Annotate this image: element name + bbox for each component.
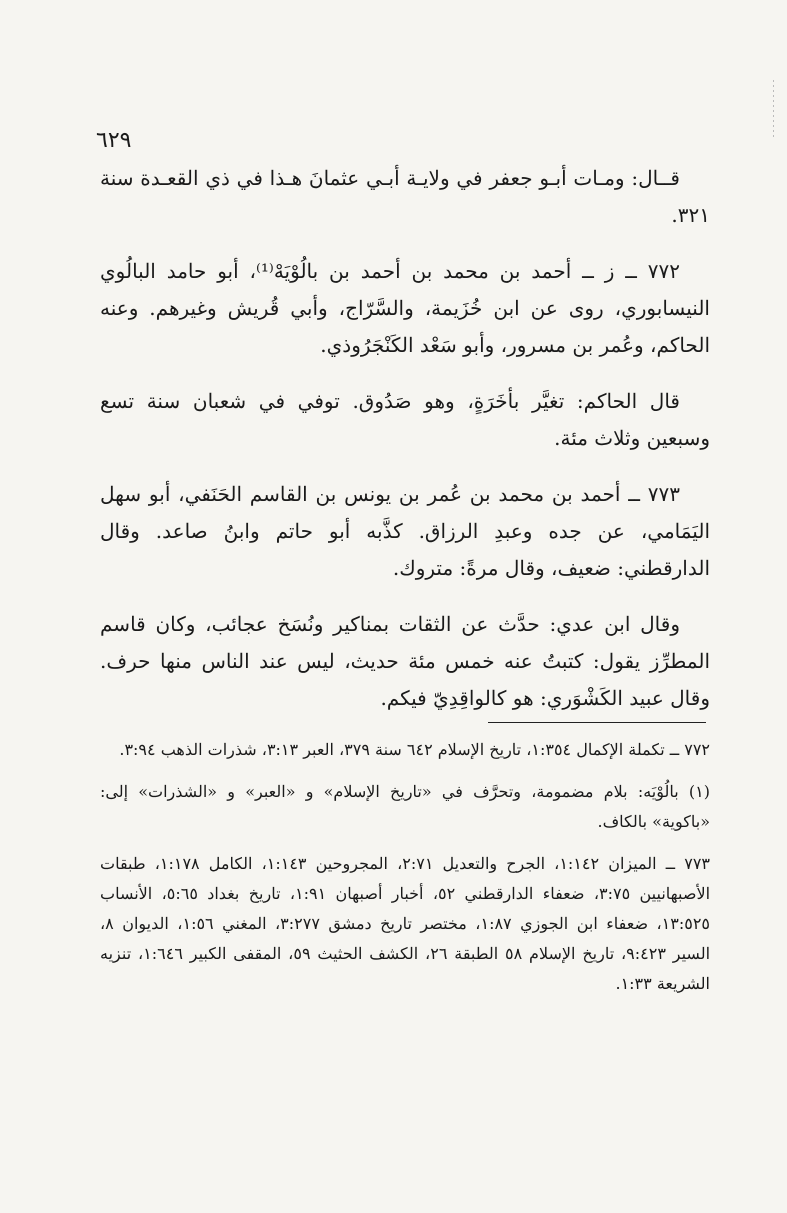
page-edge-mark bbox=[773, 80, 774, 140]
entry-773-remark: وقال ابن عدي: حدَّث عن الثقات بمناكير ونُسَخ عجائب، وكان قاسم المطرِّز يقول: كتبتُ عنه خمس مئة حديث، ليس عند الناس منها حرف. وقال عبيد الكَشْوَري: هو كالواقِدِيّ فيكم. bbox=[100, 612, 710, 710]
entry-772: ٧٧٢ ــ ز ــ أحمد بن محمد بن أحمد بن بالُوْيَهْ⁽¹⁾، أبو حامد البالُوي النيسابوري، روى عن ابن خُزَيمة، والسَّرّاج، وأبي قُريش وغيرهم. وعنه الحاكم، وعُمر بن مسرور، وأبو سَعْد الكَنْجَرُوذي. bbox=[100, 259, 710, 357]
entry-773: ٧٧٣ ــ أحمد بن محمد بن عُمر بن يونس بن القاسم الحَنَفي، أبو سهل اليَمَامي، عن جده وعبدِ الرزاق. كذَّبه أبو حاتم وابنُ صاعد. وقال الدارقطني: ضعيف، وقال مرةً: متروك. bbox=[100, 482, 710, 580]
main-text bbox=[100, 160, 710, 736]
footnote-772-sources: ٧٧٢ ــ تكملة الإكمال ١:٣٥٤، تاريخ الإسلام ٦٤٢ سنة ٣٧٩، العبر ٣:١٣، شذرات الذهب ٣:٩٤. bbox=[119, 740, 710, 759]
paragraph-closing-note: قــال: ومـات أبـو جعفر في ولايـة أبـي عثمانَ هـذا في ذي القعـدة سنة ٣٢١. bbox=[100, 166, 710, 227]
footnote-773-sources: ٧٧٣ ــ الميزان ١:١٤٢، الجرح والتعديل ٢:٧١، المجروحين ١:١٤٣، الكامل ١:١٧٨، طبقات الأصبهانيين ٣:٧٥، ضعفاء الدارقطني ٥٢، أخبار أصبهان ١:٩١، تاريخ بغداد ٥:٦٥، الأنساب ١٣:٥٢٥، ضعفاء ابن الجوزي ١:٨٧، مختصر تاريخ دمشق ٣:٢٧٧، المغني ١:٥٦، الديوان ٨، السير ٩:٤٢٣، تاريخ الإسلام ٥٨ الطبقة ٢٦، الكشف الحثيث ٥٩، المقفى الكبير ١:٦٤٦، تنزيه الشريعة ١:٣٣. bbox=[100, 854, 711, 993]
footnote-1: (١) بالُوْيَه: بلام مضمومة، وتحرَّف في «تاريخ الإسلام» و «العبر» و «الشذرات» إلى: «باكوية» بالكاف. bbox=[100, 782, 710, 831]
footnote-separator bbox=[488, 722, 706, 723]
footnotes bbox=[100, 735, 710, 1011]
page-number: ٦٢٩ bbox=[96, 128, 132, 153]
entry-772-remark: قال الحاكم: تغيَّر بأخَرَةٍ، وهو صَدُوق. توفي في شعبان سنة تسع وسبعين وثلاث مئة. bbox=[100, 389, 710, 450]
